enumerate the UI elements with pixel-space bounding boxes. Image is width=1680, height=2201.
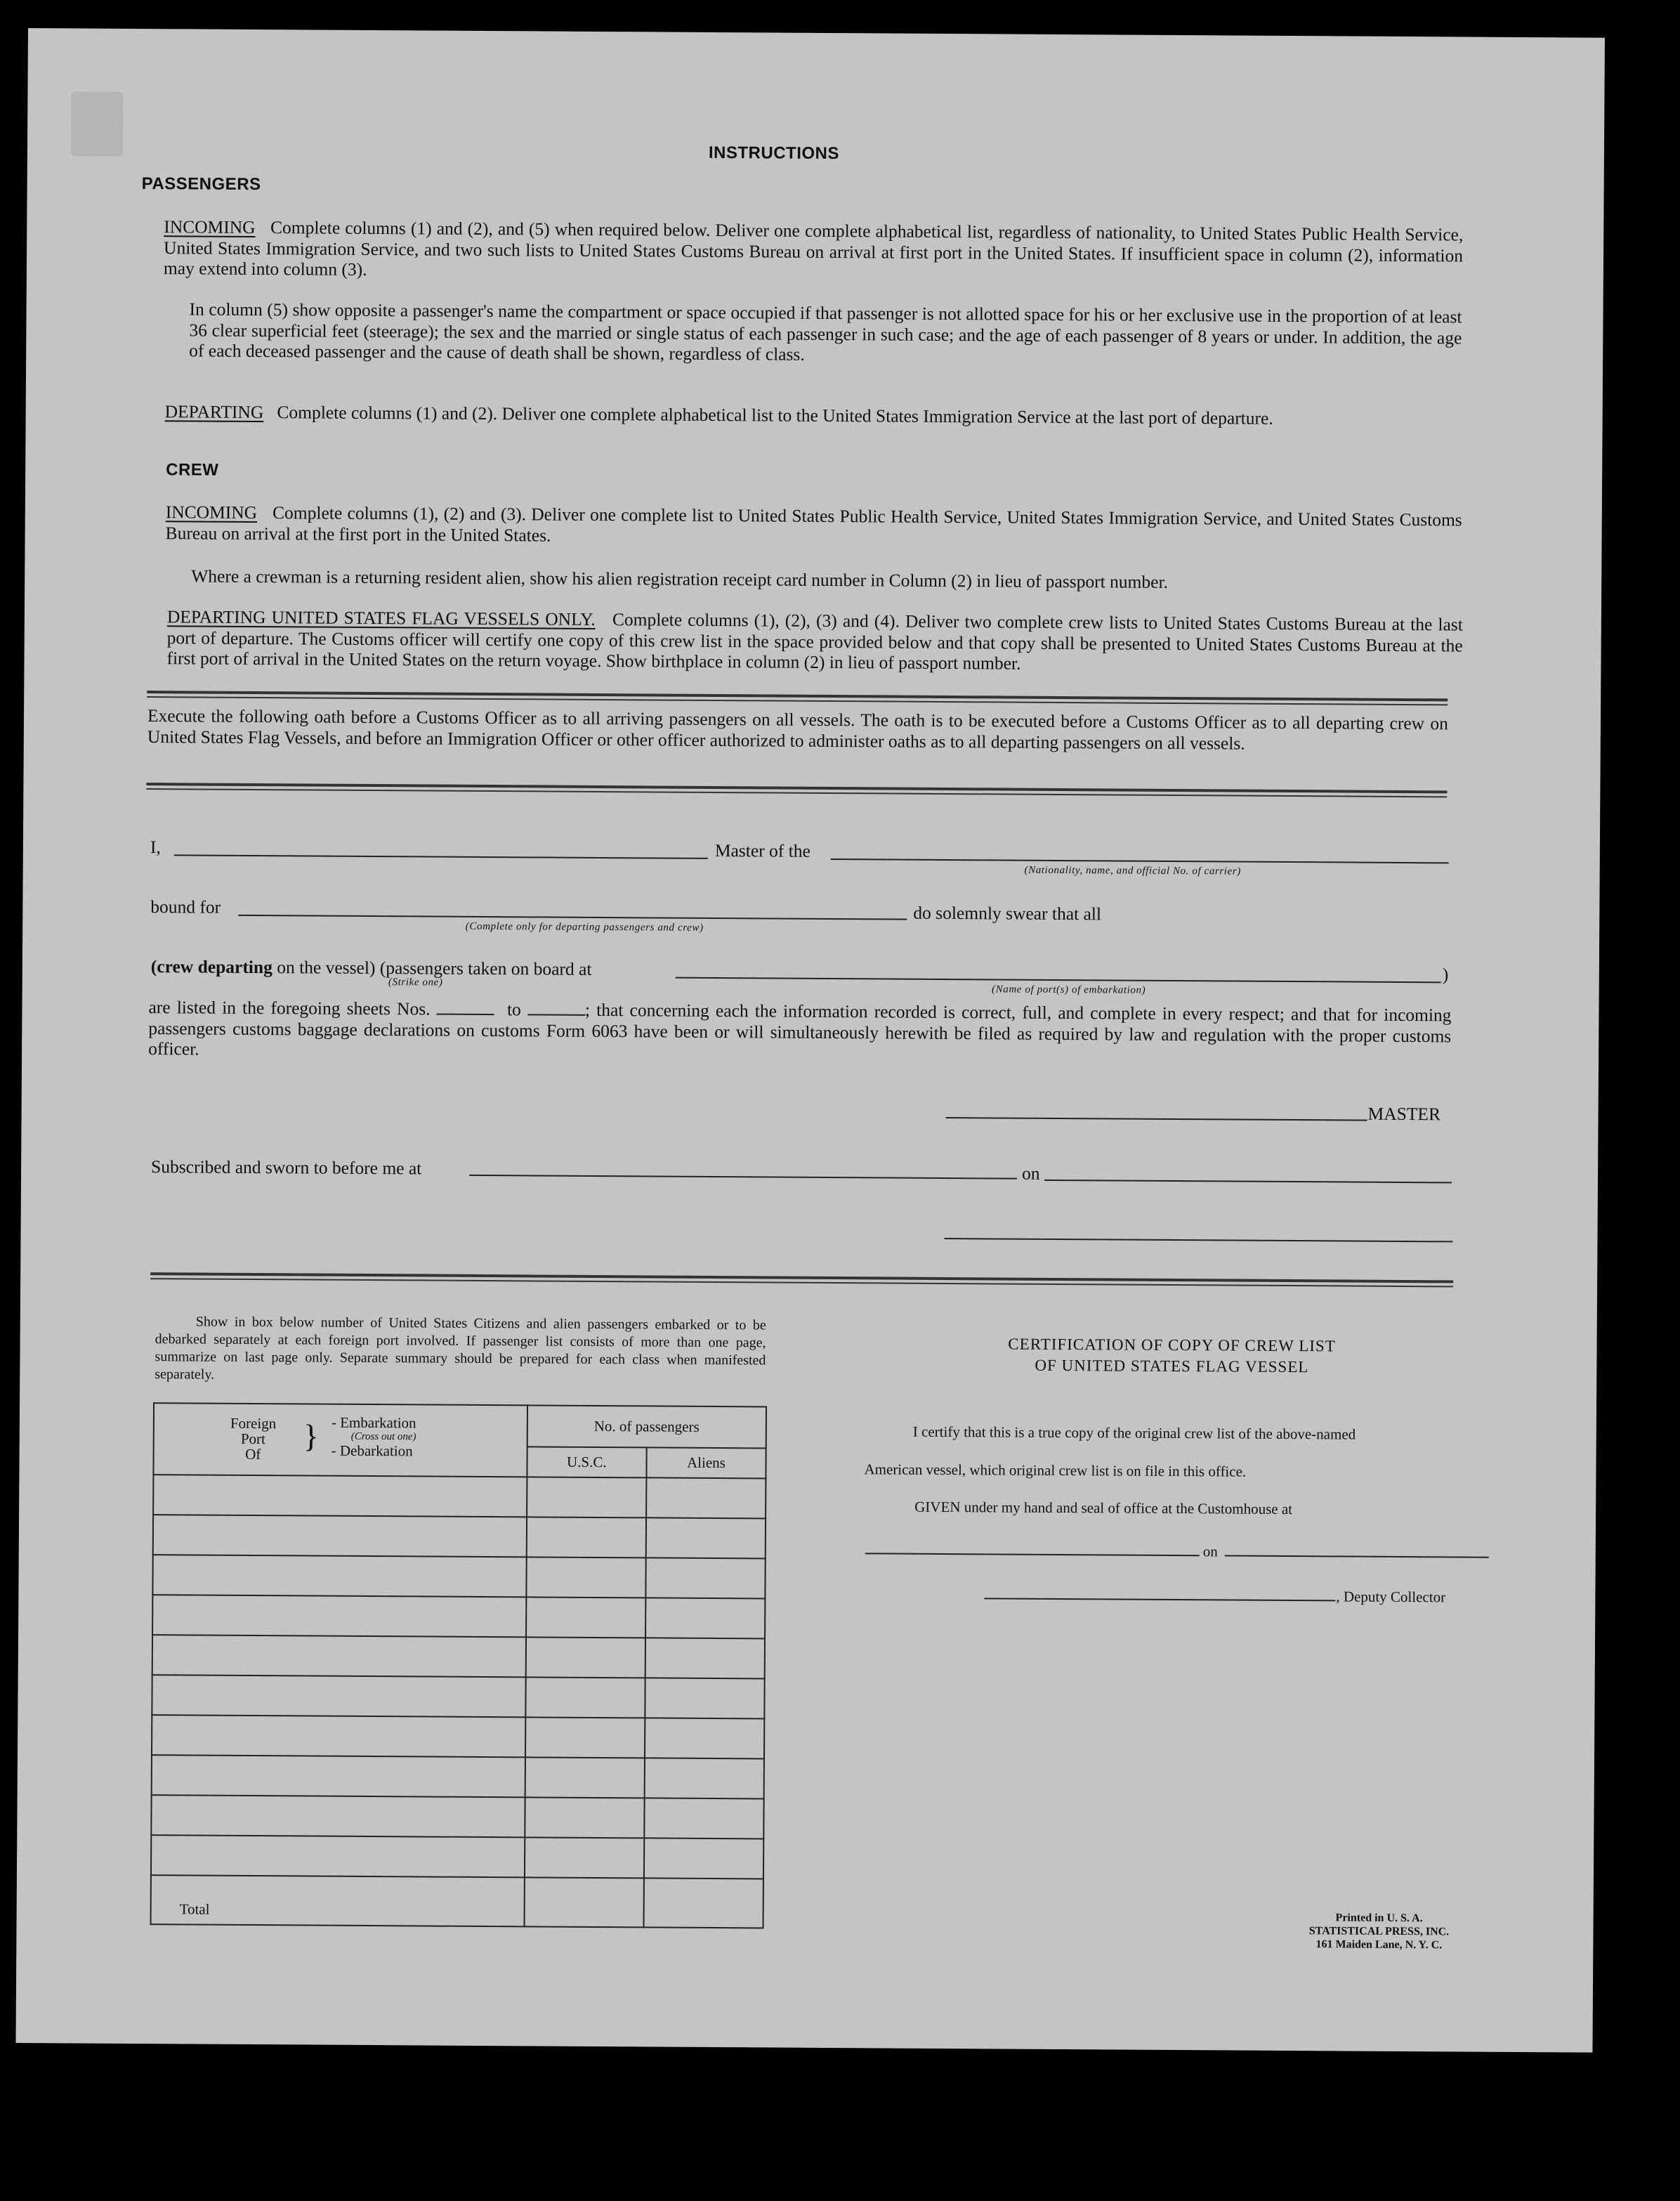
subscribed-label: Subscribed and sworn to before me at xyxy=(151,1156,422,1179)
passengers-departing-text: Complete columns (1) and (2). Deliver one complete alphabetical list to the United States Immigration Service at the last port of departure. xyxy=(277,402,1273,429)
aliens-cell[interactable] xyxy=(645,1638,765,1678)
oath-i-label: I, xyxy=(150,837,161,858)
passengers-incoming-para2: In column (5) show opposite a passenger's name the compartment or space occupied if that passenger is not allotted space for his or her exclusive use in the proportion of at least 36 clear superficial feet (steerage); the sex and the married or single status of each passenger in such case; and the age of each passenger of 8 years or under. In addition, the age of each deceased passenger and the cause of death shall be shown, regardless of class. xyxy=(189,299,1462,365)
certification-title xyxy=(891,1333,1452,1379)
certification-title-line1: CERTIFICATION OF COPY OF CREW LIST xyxy=(1008,1335,1336,1355)
instructions-title: INSTRUCTIONS xyxy=(708,143,840,164)
bound-for-field[interactable] xyxy=(238,915,907,920)
usc-cell[interactable] xyxy=(525,1757,644,1798)
cross-out-note: (Cross out one) xyxy=(350,1430,416,1443)
master-name-field[interactable] xyxy=(174,854,708,859)
certification-on-label: on xyxy=(1202,1543,1218,1560)
port-caption: (Name of port(s) of embarkation) xyxy=(992,984,1146,996)
table-row xyxy=(151,1795,763,1838)
port-cell[interactable] xyxy=(152,1635,526,1677)
certify-line2: American vessel, which original crew list is on file in this office. xyxy=(864,1461,1247,1480)
embarkation-option[interactable]: - Embarkation xyxy=(331,1413,416,1432)
table-row xyxy=(152,1755,764,1798)
table-row xyxy=(152,1715,764,1758)
carrier-field[interactable] xyxy=(831,858,1449,863)
master-signature-field[interactable] xyxy=(946,1117,1367,1121)
total-label: Total xyxy=(151,1875,525,1926)
aliens-cell[interactable] xyxy=(644,1758,763,1798)
usc-cell[interactable] xyxy=(525,1677,645,1718)
sheet-to-field[interactable] xyxy=(527,1001,585,1016)
table-row xyxy=(153,1515,766,1558)
crew-departing-text: Complete columns (1), (2), (3) and (4). Deliver two complete crew lists to United States Customs Bureau at the last port of departure. The Customs officer will certify one copy of this crew list in the space provided below and that copy shall be presented to United States Customs Bureau at the first port of arrival in the United States on the return voyage. Show birthplace in column (2) in lieu of passport number. xyxy=(166,609,1463,674)
usc-cell[interactable] xyxy=(525,1717,645,1758)
crew-incoming-text: Complete columns (1), (2) and (3). Deliver one complete list to United States Public Health Service, United States Immigration Service, and United States Customs Bureau on arrival at the first port in the United States. xyxy=(165,502,1462,546)
subscribed-place-field[interactable] xyxy=(469,1175,1017,1180)
document-page xyxy=(15,28,1604,2053)
no-of-passengers-header: No. of passengers xyxy=(527,1405,766,1448)
usc-cell[interactable] xyxy=(525,1837,644,1878)
close-paren: ) xyxy=(1442,964,1449,985)
usc-cell[interactable] xyxy=(526,1557,645,1598)
aliens-cell[interactable] xyxy=(645,1557,765,1598)
port-cell[interactable] xyxy=(152,1715,525,1757)
passenger-summary-table xyxy=(150,1402,768,1928)
usc-cell[interactable] xyxy=(525,1797,644,1838)
scan-stamp-mark xyxy=(71,91,124,156)
crew-heading: CREW xyxy=(166,460,219,480)
passengers-departing-paragraph xyxy=(165,401,1462,430)
port-cell[interactable] xyxy=(151,1795,525,1837)
customhouse-field[interactable] xyxy=(865,1553,1200,1556)
oath-crew-departing-label: (crew departing xyxy=(150,956,273,978)
certification-title-line2: OF UNITED STATES FLAG VESSEL xyxy=(1035,1356,1309,1376)
port-cell[interactable] xyxy=(152,1555,526,1597)
certification-date-field[interactable] xyxy=(1225,1555,1489,1557)
deputy-collector-signature-field[interactable] xyxy=(984,1598,1335,1601)
oath-listed-label: are listed in the foregoing sheets Nos. xyxy=(148,997,431,1019)
table-row xyxy=(153,1475,766,1518)
crew-departing-paragraph xyxy=(166,606,1463,677)
master-signature-label: MASTER xyxy=(1367,1103,1441,1125)
port-label: Port xyxy=(240,1430,265,1448)
oath-listed-paragraph xyxy=(148,997,1452,1067)
aliens-column-header: Aliens xyxy=(646,1448,766,1479)
oath-master-of-label: Master of the xyxy=(714,840,811,861)
crew-departing-label: DEPARTING UNITED STATES FLAG VESSELS ONLY. xyxy=(166,606,596,629)
aliens-cell[interactable] xyxy=(646,1517,766,1558)
passengers-incoming-label: INCOMING xyxy=(164,216,256,237)
port-cell[interactable] xyxy=(152,1675,525,1717)
aliens-cell[interactable] xyxy=(644,1838,763,1879)
oath-swear-label: do solemnly swear that all xyxy=(913,902,1102,925)
subscribed-date-field[interactable] xyxy=(1044,1180,1452,1184)
printer-imprint xyxy=(1273,1911,1484,1952)
usc-cell[interactable] xyxy=(527,1477,646,1517)
passengers-departing-label: DEPARTING xyxy=(164,401,264,423)
foreign-port-header xyxy=(153,1403,527,1477)
oath-bound-for-label: bound for xyxy=(150,896,221,917)
officer-signature-field[interactable] xyxy=(944,1238,1452,1242)
aliens-cell[interactable] xyxy=(645,1718,764,1758)
port-cell[interactable] xyxy=(151,1835,525,1877)
usc-cell[interactable] xyxy=(525,1637,645,1678)
table-row xyxy=(152,1555,765,1598)
oath-intro: Execute the following oath before a Customs Officer as to all arriving passengers on all vessels. The oath is to be executed before a Customs Officer as to all departing crew on United States Flag Vessels, and before an Immigration Officer or other officer authorized to administer oaths as to all departing passengers on all vessels. xyxy=(147,705,1449,754)
usc-cell[interactable] xyxy=(526,1597,645,1638)
bound-for-caption: (Complete only for departing passengers and crew) xyxy=(465,920,704,934)
port-cell[interactable] xyxy=(153,1475,527,1517)
crew-incoming-para2: Where a crewman is a returning resident alien, show his alien registration receipt card number in Column (2) in lieu of passport number. xyxy=(191,566,1169,592)
foreign-label: Foreign xyxy=(230,1414,277,1432)
subscribed-on-label: on xyxy=(1021,1163,1040,1184)
passengers-incoming-paragraph xyxy=(164,216,1464,287)
oath-listed-rest: ; that concerning each the information recorded is correct, full, and complete in every respect; and that for incoming passengers customs baggage declarations on customs Form 6063 have been or will simultaneously herewith be filed as required by law and regulation with the proper customs officer. xyxy=(148,999,1452,1059)
passengers-incoming-text: Complete columns (1) and (2), and (5) when required below. Deliver one complete alphabetical list, regardless of nationality, to United States Public Health Service, United States Immigration Service, and two such lists to United States Customs Bureau on arrival at first port in the United States. If insufficient space in column (2), information may extend into column (3). xyxy=(163,217,1464,280)
crew-incoming-paragraph xyxy=(166,502,1462,551)
embarkation-port-field[interactable] xyxy=(676,977,1441,984)
printer-line3: 161 Maiden Lane, N. Y. C. xyxy=(1315,1938,1443,1952)
printer-line1: Printed in U. S. A. xyxy=(1335,1912,1423,1925)
total-row xyxy=(151,1875,763,1928)
table-row xyxy=(152,1675,764,1718)
table-row xyxy=(152,1635,765,1678)
strike-caption: (Strike one) xyxy=(388,977,443,988)
port-cell[interactable] xyxy=(152,1755,525,1797)
given-line: GIVEN under my hand and seal of office at the Customhouse at xyxy=(914,1498,1293,1518)
port-cell[interactable] xyxy=(152,1595,526,1637)
embark-debark-options xyxy=(332,1415,416,1459)
deputy-collector-label: , Deputy Collector xyxy=(1336,1588,1446,1606)
table-row xyxy=(152,1595,765,1638)
carrier-caption: (Nationality, name, and official No. of carrier) xyxy=(1024,864,1241,877)
oath-on-vessel-label: on the vessel) (passengers taken on board at xyxy=(277,957,592,979)
summary-instructions: Show in box below number of United States Citizens and alien passengers embarked or to be debarked separately at each foreign port involved. If passenger list consists of more than one page, summarize on last page only. Separate summary should be prepared for each class when manifested separately. xyxy=(155,1314,766,1383)
aliens-cell[interactable] xyxy=(645,1678,764,1718)
aliens-cell[interactable] xyxy=(644,1798,763,1838)
port-cell[interactable] xyxy=(153,1515,527,1557)
debarkation-option[interactable]: - Debarkation xyxy=(331,1442,413,1460)
certify-line1: I certify that this is a true copy of the original crew list of the above-named xyxy=(912,1423,1356,1443)
oath-to-label: to xyxy=(506,999,521,1020)
foreign-port-of xyxy=(230,1416,277,1462)
table-row xyxy=(151,1835,763,1879)
usc-column-header: U.S.C. xyxy=(527,1447,646,1478)
usc-cell[interactable] xyxy=(526,1517,645,1557)
brace-icon: } xyxy=(303,1418,320,1454)
crew-incoming-label: INCOMING xyxy=(165,502,258,523)
sheet-from-field[interactable] xyxy=(437,1001,494,1016)
aliens-cell[interactable] xyxy=(646,1477,766,1518)
total-aliens-cell[interactable] xyxy=(643,1878,763,1928)
passengers-heading: PASSENGERS xyxy=(141,174,261,195)
printer-line2: STATISTICAL PRESS, INC. xyxy=(1308,1925,1450,1938)
total-usc-cell[interactable] xyxy=(524,1877,644,1927)
of-label: Of xyxy=(245,1445,261,1463)
aliens-cell[interactable] xyxy=(645,1598,765,1638)
